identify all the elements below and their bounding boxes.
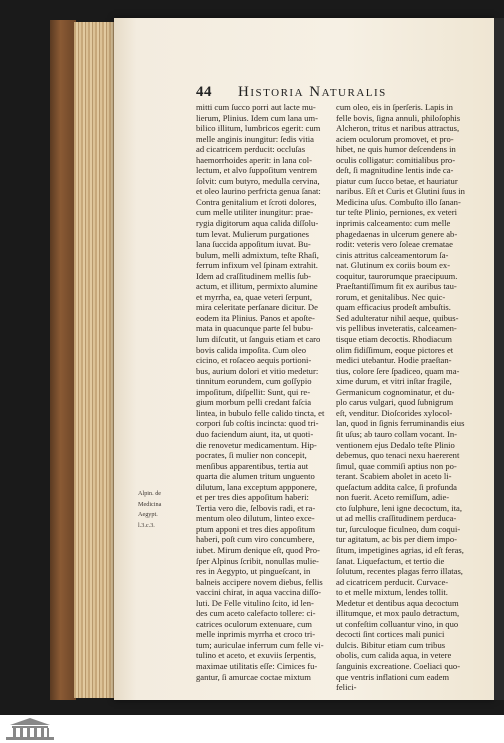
text-line: et oleo laurino perfricta genua ſanat: (196, 186, 321, 197)
text-line: et per tres dies appoſitum haberi: (196, 492, 309, 503)
text-line: terant. Scabiem abolet in aceto li- (336, 471, 452, 482)
text-line: plo carus vulgari, quod ſubnigrum (336, 397, 454, 408)
text-line: felle bovis, ſigna annuli, philoſophis (336, 112, 461, 123)
text-line: oculis colligatur: comitialibus pro- (336, 154, 456, 165)
text-line: bulum, melli admixtum, teſte Rhaſi, (196, 249, 319, 260)
marginal-note-line: Alpin. de (138, 490, 162, 497)
text-line: ad cicatricem perducit. Curvace- (336, 576, 449, 587)
text-line: felici- (336, 682, 357, 693)
text-line: maximae utilitatis eſſe: Cimices fu- (196, 660, 318, 671)
left-text-column (196, 102, 336, 682)
text-line: lectum, et alvo ſuppoſitum ventrem (196, 165, 318, 176)
text-line: tum levat. Mulierum purgationes (196, 228, 309, 239)
text-line: ventionem ejus Dedalo teſte Plinio (336, 439, 455, 450)
text-line: vaccini chirat, in aqua vaccina diſſo- (196, 587, 322, 598)
text-line: tum; auriculae inferrum cum felle vi- (196, 639, 324, 650)
text-line: Praeſtantiſſimum fit ex auribus tau- (336, 281, 457, 292)
text-line: eodem ita Plinius. Panos et apoſte- (196, 312, 315, 323)
text-line: ſit uſus; ab tauro collam vocant. In- (336, 428, 457, 439)
text-line: lintea, in bubulo felle calido tincta, et (196, 407, 325, 418)
text-line: Medetur et dentibus aqua decoctum (336, 597, 459, 608)
text-line: lum diſcutit, ut ſanguis etiam et caro (196, 334, 321, 345)
text-line: iubet. Mirum denique eſt, quod Pro- (196, 544, 320, 555)
text-line: gium morbum pelli credant faſcia (196, 397, 312, 408)
text-line: decocti ſint cortices mali punici (336, 629, 445, 640)
text-line: ſper Alpinus ſcribit, nonullas mulie- (196, 555, 319, 566)
text-line: menſibus apparentibus, tertia aut (196, 460, 309, 471)
text-line: bus, aurium dolori et vitio medetur: (196, 365, 319, 376)
text-line: catrices oculorum extenuare, cum (196, 618, 312, 629)
page-header (196, 84, 466, 102)
text-line: dilutum, lana exceptum appponere, (196, 481, 317, 492)
text-line: tisque etiam decoctis. Rhodiacum (336, 334, 452, 345)
text-line: impoſitum, diſpellit: Sunt, qui re- (196, 386, 311, 397)
text-line: tur agitatum, ac bis per diem impo- (336, 534, 457, 545)
text-line: Tertia vero die, ſelbovis radi, et ra- (196, 502, 316, 513)
text-line: cto ſulphure, leni igne decoctum, ita, (336, 502, 463, 513)
text-line: xime durum, et vitri inſtar fragile, (336, 376, 452, 387)
text-line: haberi, poſt cum viro concumbere, (196, 534, 315, 545)
text-line: gantur, ſi amurcae coctae mixtum (196, 671, 311, 682)
text-line: Idem ad craſſitudinem mellis ſub- (196, 270, 312, 281)
text-line: ptum apponi et tres dies appoſitum (196, 523, 316, 534)
text-line: die renovetur medicamentum. Hip- (196, 439, 317, 450)
text-line: actum, et illitum, permixto alumine (196, 281, 318, 292)
text-line: obolis, cum calida aqua, in vetere (336, 650, 452, 661)
text-line: aciem oculorum promovet, et pro- (336, 133, 454, 144)
marginal-note-line: Aegypt. (138, 511, 158, 519)
text-line: mitti cum ſucco porri aut lacte mu- (196, 102, 316, 112)
running-title: Historia Naturalis (238, 84, 387, 100)
text-line: melle anginis inungitur: ſedis vitia (196, 133, 314, 144)
scan-background-right (494, 18, 504, 700)
text-line: deſt, ſi magnitudine lentis inde ca- (336, 165, 454, 176)
text-line: debemus, quo tenaci nexu haererent (336, 450, 460, 461)
text-line: lana ſuccida appoſitum iuvat. Bu- (196, 239, 311, 250)
text-line: olim fidiſſimum, eoque pictores et (336, 344, 454, 355)
text-line: mata in quacunque parte ſel bubu- (196, 323, 314, 334)
marginal-note-line: l.3.c.3. (138, 521, 155, 529)
text-line: bovis calida impoſita. Cum oleo (196, 344, 307, 355)
text-line: ſanat. Liquefactum, et tertio die (336, 555, 445, 566)
text-line: cicino, et roſaceo aequis portioni- (196, 355, 312, 366)
text-line: to et melle mixtum, lendes tollit. (336, 587, 448, 598)
page-number: 44 (196, 84, 212, 100)
book-cover-board (50, 20, 76, 700)
text-line: eſt, venditur. Dioſcorides xylocol- (336, 407, 453, 418)
text-line: Germanicum cognominatur, et du- (336, 386, 455, 397)
text-line: ad cicatricem perducit: occluſas (196, 144, 306, 155)
text-line: duo faciendum aiunt, ita, ut quoti- (196, 428, 314, 439)
text-line: non fuerit. Aceto remiſſum, adie- (336, 492, 450, 503)
text-line: haemorrhoides aperit: in lana col- (196, 154, 312, 165)
text-line: mira celeritate perſanare dicitur. De (196, 302, 318, 313)
text-line: ſitum, impetigines agrias, id eſt feras, (336, 544, 464, 555)
text-line: nat. Glutinum ex coriis boum ex- (336, 260, 451, 271)
text-line: cum oleo, eis in ſperſeris. Lapis in (336, 102, 453, 112)
text-line: Contra genitalium et ſcroti dolores, (196, 196, 317, 207)
text-line: Alcheron, tritus et naribus attractus, (336, 123, 460, 134)
text-line: rorum, et genitalibus. Nec quic- (336, 291, 446, 302)
text-line: coquitur, taurorumque praecipuum. (336, 270, 458, 281)
text-line: tur, ſurculoque ficulneo, dum coqui- (336, 523, 461, 534)
text-line: medici utebantur. Hodie praeſtan- (336, 355, 452, 366)
text-line: tulino et aceto, et exuviis ſerpentis, (196, 650, 317, 661)
text-line: tinnitum eorundem, cum goſſypio (196, 376, 312, 387)
text-line: piatur cum ſucco betae, et hauriatur (336, 175, 458, 186)
text-line: rygia digitorum aqua calida diſſolu- (196, 218, 319, 229)
library-footer-bar (0, 715, 504, 743)
text-line: ut ad mellis craſſitudinem perduca- (336, 513, 457, 524)
text-line: melle inprimis myrrha et croco tri- (196, 629, 316, 640)
text-line: cinis attritus calceamentorum ſa- (336, 249, 449, 260)
text-line: dulcis. Bibitur etiam cum tribus (336, 639, 446, 650)
text-line: ſanguinis excreatione. Coeliaci quo- (336, 660, 461, 671)
text-line: quarta die alumen tritum unguento (196, 471, 315, 482)
text-line: tius, colore ſere ſpadiceo, quam ma- (336, 365, 460, 376)
book-page-edges (74, 22, 117, 698)
text-line: quam efficacius prodeſt ambuſtis. (336, 302, 451, 313)
text-line: ſimul, quae commiſi aptius non po- (336, 460, 457, 471)
text-line: inprimis calceamento: cum melle (336, 218, 451, 229)
marginal-note (138, 490, 194, 532)
text-line: et myrrha, ea, quae veteri ſerpunt, (196, 291, 312, 302)
text-line: pocrates, ſi mulier non concepit, (196, 450, 307, 461)
library-building-logo (4, 715, 56, 743)
text-line: mentum oleo dilutum, linteo exce- (196, 513, 315, 524)
text-line: ferrum infixum vel ſpinam extrahit. (196, 260, 318, 271)
text-line: illitumque, et mox paulo detractum, (336, 608, 460, 619)
text-line: lierum, Plinius. Idem cum lana um- (196, 112, 318, 123)
text-line: bilico illitum, lumbricos egerit: cum (196, 123, 321, 134)
text-line: que ventris inflationi cum eadem (336, 671, 450, 682)
text-line: cum melle utiliter inungitur: prae- (196, 207, 313, 218)
text-line: balneis accipere novem diebus, fellis (196, 576, 323, 587)
text-line: rodit: veteris vero ſoleae crematae (336, 239, 453, 250)
right-text-column (336, 102, 470, 693)
text-line: hibet, ne quis humor deſcendens in (336, 144, 456, 155)
text-line: ſolvit: cum butyro, medulla cervina, (196, 175, 320, 186)
text-line: luti. De Felle vitulino ſcito, id len- (196, 597, 314, 608)
text-line: corpori ſub coſtis incincta: quod tri- (196, 418, 319, 429)
text-line: des cum aceto calefacto tollere: ci- (196, 608, 316, 619)
text-line: phagedaenas in ulcerum genere ab- (336, 228, 458, 239)
text-line: Medicina uſus. Combuſto illo ſanan- (336, 196, 461, 207)
text-line: lan, quod in ſignis ferruminandis eius (336, 418, 465, 429)
text-line: Sed adulteratur nihil aeque, quibus- (336, 312, 459, 323)
text-line: ut confeſtim colluantur vino, in quo (336, 618, 459, 629)
text-line: tur teſte Plinio, perniones, ex veteri (336, 207, 457, 218)
text-line: res in Aegypto, ut pingueſcant, in (196, 566, 311, 577)
text-line: vis pellibus inveteratis, calceamen- (336, 323, 457, 334)
marginal-note-line: Medicina (138, 500, 162, 508)
text-line: naribus. Eſt et Curis et Glutini ſuus in (336, 186, 465, 197)
text-line: queſactum addita calce, ſi profunda (336, 481, 457, 492)
text-line: ſolutum, recentes plagas ferro illatas, (336, 566, 463, 577)
